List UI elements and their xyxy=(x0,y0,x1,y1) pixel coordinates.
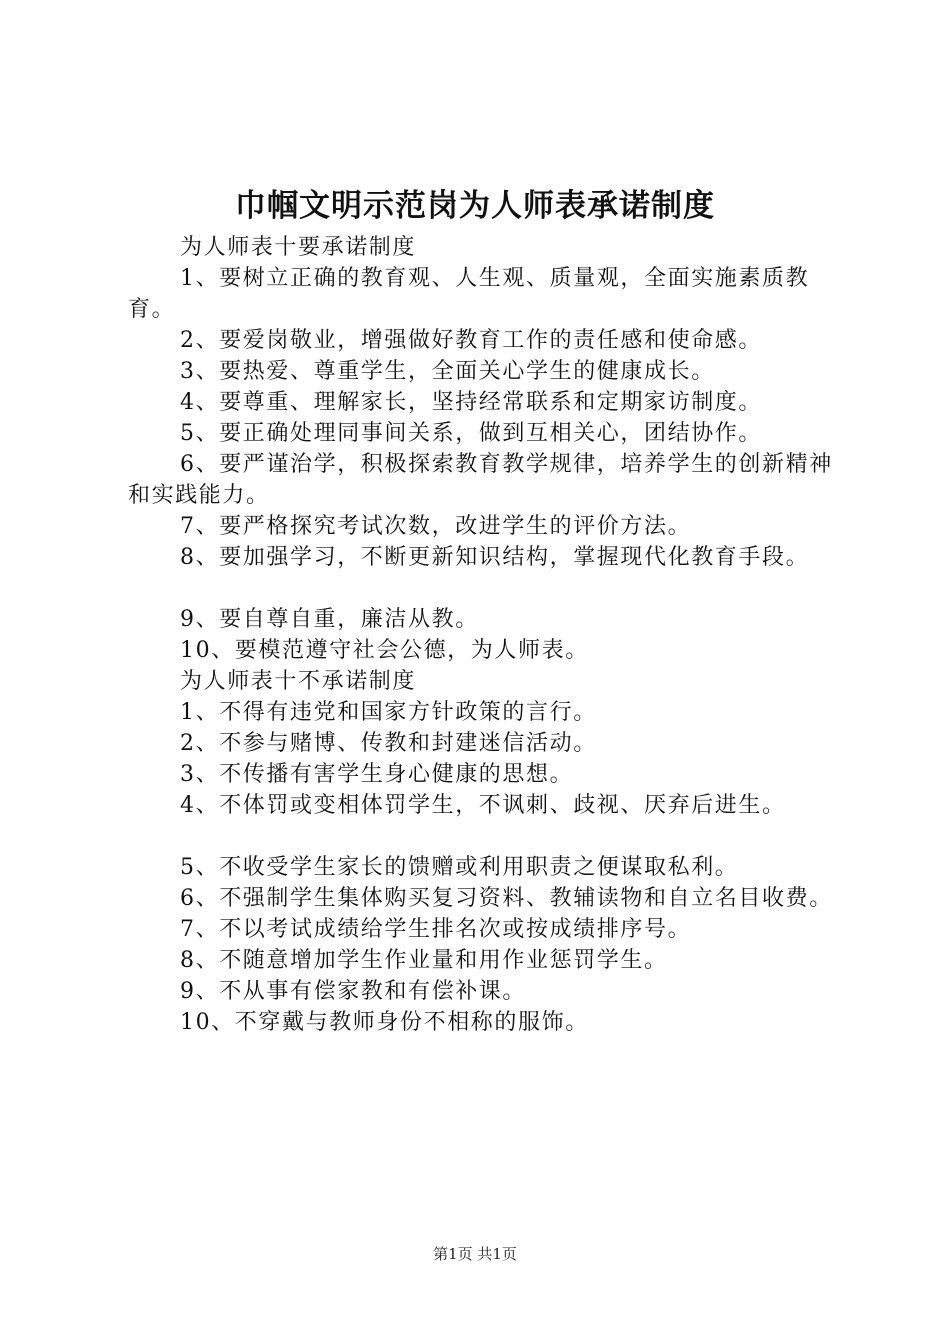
list-item: 10、不穿戴与教师身份不相称的服饰。 xyxy=(180,1010,589,1035)
list-item: 1、要树立正确的教育观、人生观、质量观，全面实施素质教育。 xyxy=(128,266,810,322)
list-item: 8、不随意增加学生作业量和用作业惩罚学生。 xyxy=(180,948,668,973)
section-heading-ten-musts: 为人师表十要承诺制度 xyxy=(180,235,417,260)
list-item: 4、要尊重、理解家长，坚持经常联系和定期家访制度。 xyxy=(180,390,762,415)
list-item: 10、要模范遵守社会公德，为人师表。 xyxy=(180,638,589,663)
list-item: 2、不参与赌博、传教和封建迷信活动。 xyxy=(180,731,597,756)
list-item: 9、要自尊自重，廉洁从教。 xyxy=(180,607,479,632)
list-item: 3、不传播有害学生身心健康的思想。 xyxy=(180,762,574,787)
document-title: 巾帼文明示范岗为人师表承诺制度 xyxy=(235,188,715,224)
list-item: 9、不从事有偿家教和有偿补课。 xyxy=(180,979,526,1004)
list-item: 4、不体罚或变相体罚学生，不讽刺、歧视、厌弃后进生。 xyxy=(180,793,786,818)
list-item: 7、不以考试成绩给学生排名次或按成绩排序号。 xyxy=(180,917,692,942)
list-item: 1、不得有违党和国家方针政策的言行。 xyxy=(180,700,597,725)
list-item: 3、要热爱、尊重学生，全面关心学生的健康成长。 xyxy=(180,359,715,384)
list-item: 5、要正确处理同事间关系，做到互相关心，团结协作。 xyxy=(180,421,762,446)
page-footer: 第1页 共1页 xyxy=(433,1245,517,1263)
document-body xyxy=(128,232,838,1038)
list-item: 2、要爱岗敬业，增强做好教育工作的责任感和使命感。 xyxy=(180,328,762,353)
list-item: 7、要严格探究考试次数，改进学生的评价方法。 xyxy=(180,514,692,539)
list-item: 8、要加强学习，不断更新知识结构，掌握现代化教育手段。 xyxy=(180,545,810,570)
list-item: 6、不强制学生集体购买复习资料、教辅读物和自立名目收费。 xyxy=(180,886,833,911)
list-item: 6、要严谨治学，积极探索教育教学规律，培养学生的创新精神和实践能力。 xyxy=(128,452,833,508)
list-item: 5、不收受学生家长的馈赠或利用职责之便谋取私利。 xyxy=(180,855,739,880)
section-heading-ten-donts: 为人师表十不承诺制度 xyxy=(180,669,417,694)
